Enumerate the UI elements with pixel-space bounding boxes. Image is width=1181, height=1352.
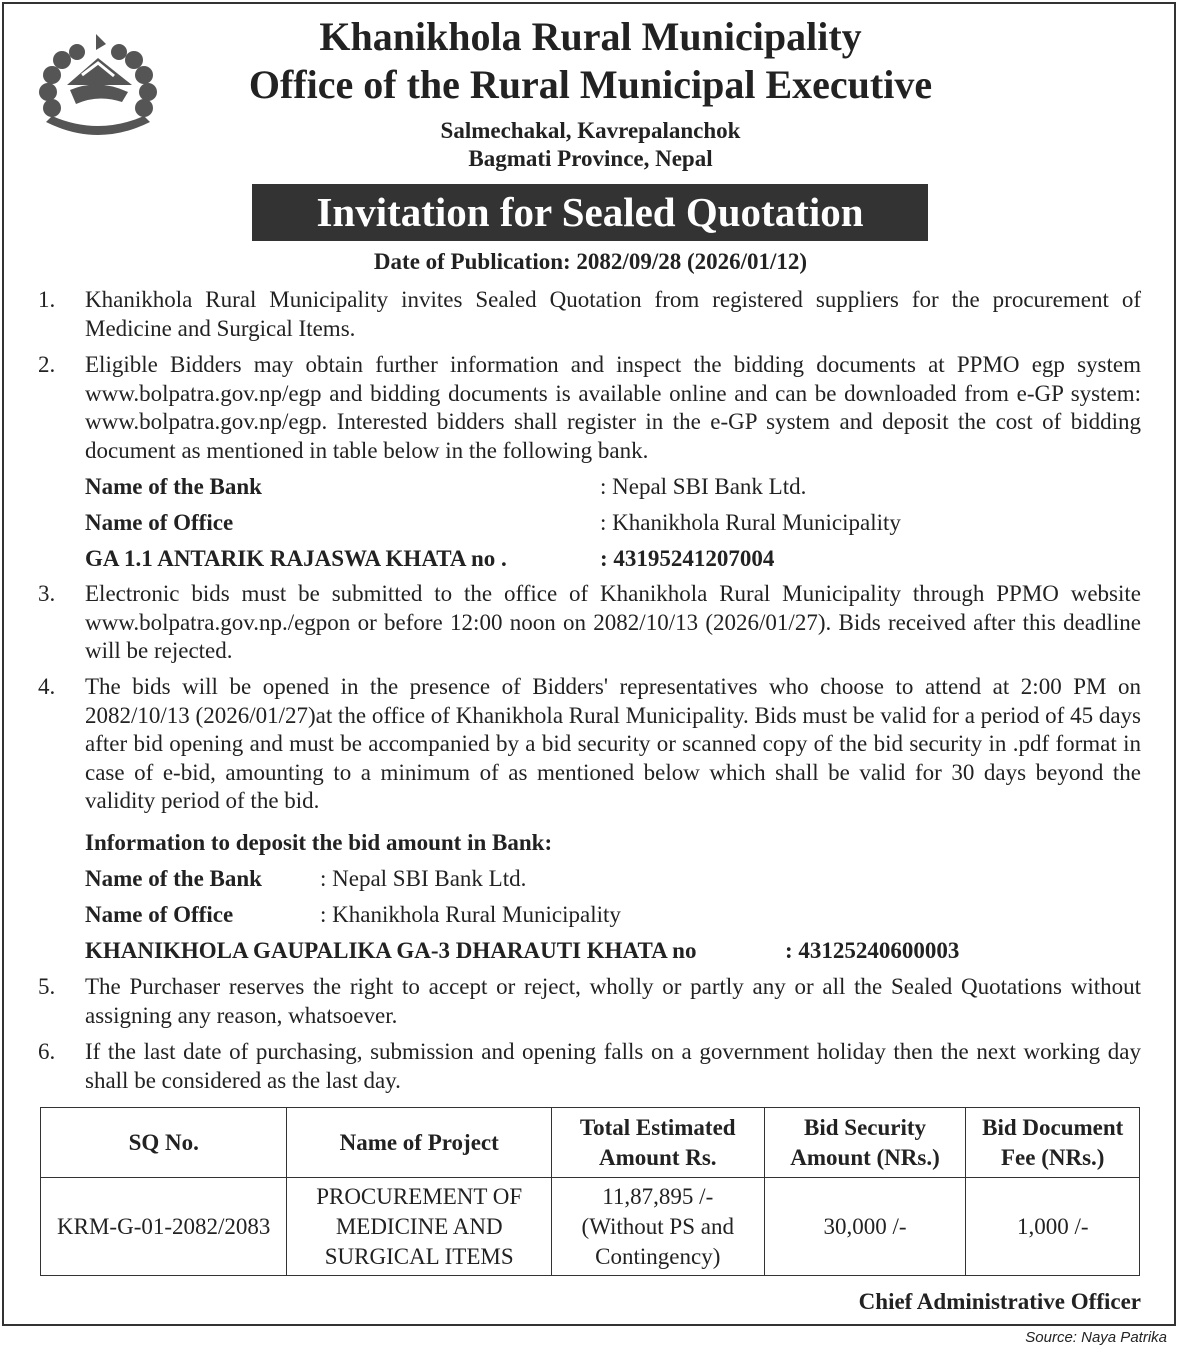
notice-title-banner: Invitation for Sealed Quotation bbox=[252, 184, 928, 241]
account-label: GA 1.1 ANTARIK RAJASWA KHATA no . bbox=[85, 546, 507, 571]
clause-text: The bids will be opened in the presence of Bidders' representatives who choose to attend at 2:00 PM on 2082/10/13 (2026/01/27)at the office of Khanikhola Rural Municipality. Bids must be valid for a period of 45 days after bid opening and must be accompanied by a bid security or scanned copy of the bid security in .pdf format in case of e-bid, amounting to a minimum of as mentioned below which shall be valid for 30 days beyond the validity period of the bid. bbox=[85, 674, 1141, 814]
clause-3 bbox=[38, 580, 1141, 666]
header-estimated-amount: Total Estimated Amount Rs. bbox=[551, 1108, 764, 1178]
publication-date: Date of Publication: 2082/09/28 (2026/01/12) bbox=[373, 249, 808, 274]
clause-4 bbox=[38, 673, 1141, 816]
cell-estimated-amount: 11,87,895 /- (Without PS and Contingency) bbox=[551, 1178, 764, 1276]
clause-number: 5. bbox=[38, 974, 56, 999]
clause-6 bbox=[38, 1038, 1141, 1095]
clause-text: Khanikhola Rural Municipality invites Sealed Quotation from registered suppliers for the procurement of Medicine and Surgical Items. bbox=[85, 287, 1141, 341]
cell-sq-no: KRM-G-01-2082/2083 bbox=[41, 1178, 287, 1276]
address-line-1: Salmechakal, Kavrepalanchok bbox=[440, 118, 741, 143]
source-credit: Source: Naya Patrika bbox=[1025, 1329, 1167, 1346]
clause-number: 3. bbox=[38, 581, 56, 606]
bank-label: Name of the Bank bbox=[85, 866, 262, 891]
clause-number: 1. bbox=[38, 287, 56, 312]
header-project: Name of Project bbox=[287, 1108, 551, 1178]
account-value: : 43125240600003 bbox=[785, 938, 960, 963]
clause-text: The Purchaser reserves the right to accept or reject, wholly or partly any or all the Sealed Quotations without assigning any reason, whatsoever. bbox=[85, 974, 1141, 1028]
clause-text: Electronic bids must be submitted to the office of Khanikhola Rural Municipality through PPMO website www.bolpatra.gov.np./egpon or before 12:00 noon on 2082/10/13 (2026/01/27). Bids received after this deadline will be rejected. bbox=[85, 581, 1141, 664]
clause-2 bbox=[38, 351, 1141, 465]
municipality-title: Khanikhola Rural Municipality bbox=[319, 14, 862, 59]
office-value: : Khanikhola Rural Municipality bbox=[320, 902, 621, 927]
address-line-2: Bagmati Province, Nepal bbox=[468, 146, 713, 171]
clause-text: If the last date of purchasing, submission and opening falls on a government holiday then the next working day shall be considered as the last day. bbox=[85, 1039, 1141, 1093]
office-value: : Khanikhola Rural Municipality bbox=[600, 510, 901, 535]
clause-number: 2. bbox=[38, 352, 56, 377]
account-label: KHANIKHOLA GAUPALIKA GA-3 DHARAUTI KHATA no bbox=[85, 938, 697, 963]
office-label: Name of Office bbox=[85, 902, 234, 927]
bank-label: Name of the Bank bbox=[85, 474, 262, 499]
quotation-table bbox=[40, 1107, 1140, 1276]
table-row bbox=[41, 1178, 1140, 1276]
bank-value: : Nepal SBI Bank Ltd. bbox=[600, 474, 807, 499]
cell-project: PROCUREMENT OF MEDICINE AND SURGICAL ITEMS bbox=[287, 1178, 551, 1276]
header-document-fee: Bid Document Fee (NRs.) bbox=[966, 1108, 1140, 1178]
office-title: Office of the Rural Municipal Executive bbox=[248, 62, 933, 107]
clause-number: 6. bbox=[38, 1039, 56, 1064]
office-label: Name of Office bbox=[85, 510, 234, 535]
table-header-row bbox=[41, 1108, 1140, 1178]
clause-5 bbox=[38, 973, 1141, 1030]
cell-document-fee: 1,000 /- bbox=[966, 1178, 1140, 1276]
signatory: Chief Administrative Officer bbox=[858, 1289, 1141, 1314]
cell-bid-security: 30,000 /- bbox=[764, 1178, 966, 1276]
account-value: : 43195241207004 bbox=[600, 546, 775, 571]
bank-value: : Nepal SBI Bank Ltd. bbox=[320, 866, 527, 891]
header-bid-security: Bid Security Amount (NRs.) bbox=[764, 1108, 966, 1178]
clause-number: 4. bbox=[38, 674, 56, 699]
clause-text: Eligible Bidders may obtain further information and inspect the bidding documents at PPMO egp system www.bolpatra.gov.np/egp and bidding documents is available online and can be downloaded from e-GP system: www.bolpatra.gov.np/egp. Interested bidders shall register in the e-GP system and deposit the cost of bidding document as mentioned in table below in the following bank. bbox=[85, 352, 1141, 463]
deposit-heading: Information to deposit the bid amount in Bank: bbox=[85, 830, 553, 855]
header-sq-no: SQ No. bbox=[41, 1108, 287, 1178]
clause-1 bbox=[38, 286, 1141, 343]
